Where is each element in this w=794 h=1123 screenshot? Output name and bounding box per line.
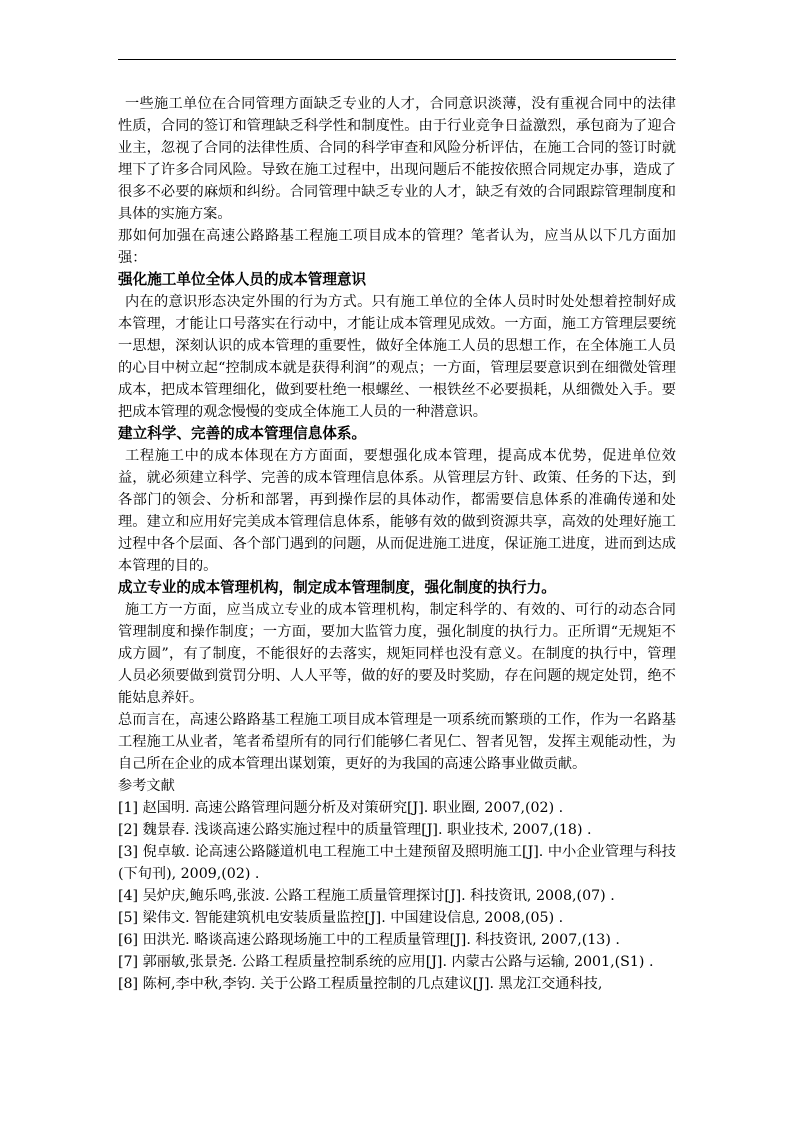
paragraph-conclusion: 总而言在，高速公路路基工程施工项目成本管理是一项系统而繁琐的工作，作为一名路基工程施工从业者，笔者希望所有的同行们能够仁者见仁、智者见智，发挥主观能动性，为自己所在企业的成本管理出谋划策，更好的为我国的高速公路事业做贡献。: [118, 712, 676, 772]
section-heading-information-system: 建立科学、完善的成本管理信息体系。: [118, 425, 367, 442]
paragraph-awareness: 内在的意识形态决定外围的行为方式。只有施工单位的全体人员时时处处想着控制好成本管理，才能让口号落实在行动中，才能让成本管理见成效。一方面，施工方管理层要统一思想，深刻认识的成本管理的重要性，做好全体施工人员的思想工作，在全体施工人员的心目中树立起“控制成本就是获得利润”的观点；一方面，管理层要意识到在细微处管理成本，把成本管理细化，做到要杜绝一根螺丝、一根铁丝不必要损耗，从细微处入手。要把成本管理的观念慢慢的变成全体施工人员的一种潜意识。: [118, 294, 676, 420]
section-heading-awareness: 强化施工单位全体人员的成本管理意识: [118, 271, 367, 288]
document-page: [118, 0, 676, 1123]
section-heading-institution: 成立专业的成本管理机构，制定成本管理制度，强化制度的执行力。: [118, 579, 556, 596]
paragraph-information-system: 工程施工中的成本体现在方方面面，要想强化成本管理，提高成本优势，促进单位效益，就必须建立科学、完善的成本管理信息体系。从管理层方针、政策、任务的下达，到各部门的领会、分析和部署，再到操作层的具体动作，都需要信息体系的准确传递和处理。建立和应用好完美成本管理信息体系，能够有效的做到资源共享，高效的处理好施工过程中各个层面、各个部门遇到的问题，从而促进施工进度，保证施工进度，进而到达成本管理的目的。: [118, 448, 676, 574]
reference-item: [8] 陈柯,李中秋,李钧. 关于公路工程质量控制的几点建议[J]. 黑龙江交通科技,: [118, 976, 603, 992]
references-title: 参考文献: [118, 778, 175, 794]
reference-item: [4] 吴炉庆,鲍乐鸣,张波. 公路工程施工质量管理探讨[J]. 科技资讯, 2008,(07) .: [118, 888, 615, 904]
header-rule: [118, 59, 676, 60]
reference-item: [2] 魏景春. 浅谈高速公路实施过程中的质量管理[J]. 职业技术, 2007,(18) .: [118, 822, 592, 838]
reference-item: [5] 梁伟文. 智能建筑机电安装质量监控[J]. 中国建设信息, 2008,(05) .: [118, 910, 564, 926]
paragraph-contract-management: 一些施工单位在合同管理方面缺乏专业的人才，合同意识淡薄，没有重视合同中的法律性质，合同的签订和管理缺乏科学性和制度性。由于行业竞争日益激烈，承包商为了迎合业主，忽视了合同的法律性质、合同的科学审查和风险分析评估，在施工合同的签订时就埋下了许多合同风险。导致在施工过程中，出现问题后不能按依照合同规定办事，造成了很多不必要的麻烦和纠纷。合同管理中缺乏专业的人才，缺乏有效的合同跟踪管理制度和具体的实施方案。: [118, 96, 676, 222]
reference-item: [6] 田洪光. 略谈高速公路现场施工中的工程质量管理[J]. 科技资讯, 2007,(13) .: [118, 932, 620, 948]
reference-item: [1] 赵国明. 高速公路管理问题分析及对策研究[J]. 职业圈, 2007,(02) .: [118, 800, 564, 816]
reference-item: [3] 倪卓敏. 论高速公路隧道机电工程施工中土建预留及照明施工[J]. 中小企业管理与科技(下旬刊), 2009,(02) .: [118, 844, 676, 882]
reference-item: [7] 郭丽敏,张景尧. 公路工程质量控制系统的应用[J]. 内蒙古公路与运输, 2001,(S1) .: [118, 954, 654, 970]
document-body: [118, 93, 676, 995]
paragraph-institution: 施工方一方面，应当成立专业的成本管理机构，制定科学的、有效的、可行的动态合同管理制度和操作制度；一方面，要加大监管力度，强化制度的执行力。正所谓“无规矩不成方圆”，有了制度，不能很好的去落实，规矩同样也没有意义。在制度的执行中，管理人员必须要做到赏罚分明、人人平等，做的好的要及时奖励，存在问题的规定处罚，绝不能姑息养奸。: [118, 602, 676, 706]
paragraph-question: 那如何加强在高速公路路基工程施工项目成本的管理？笔者认为，应当从以下几方面加强：: [118, 228, 676, 266]
